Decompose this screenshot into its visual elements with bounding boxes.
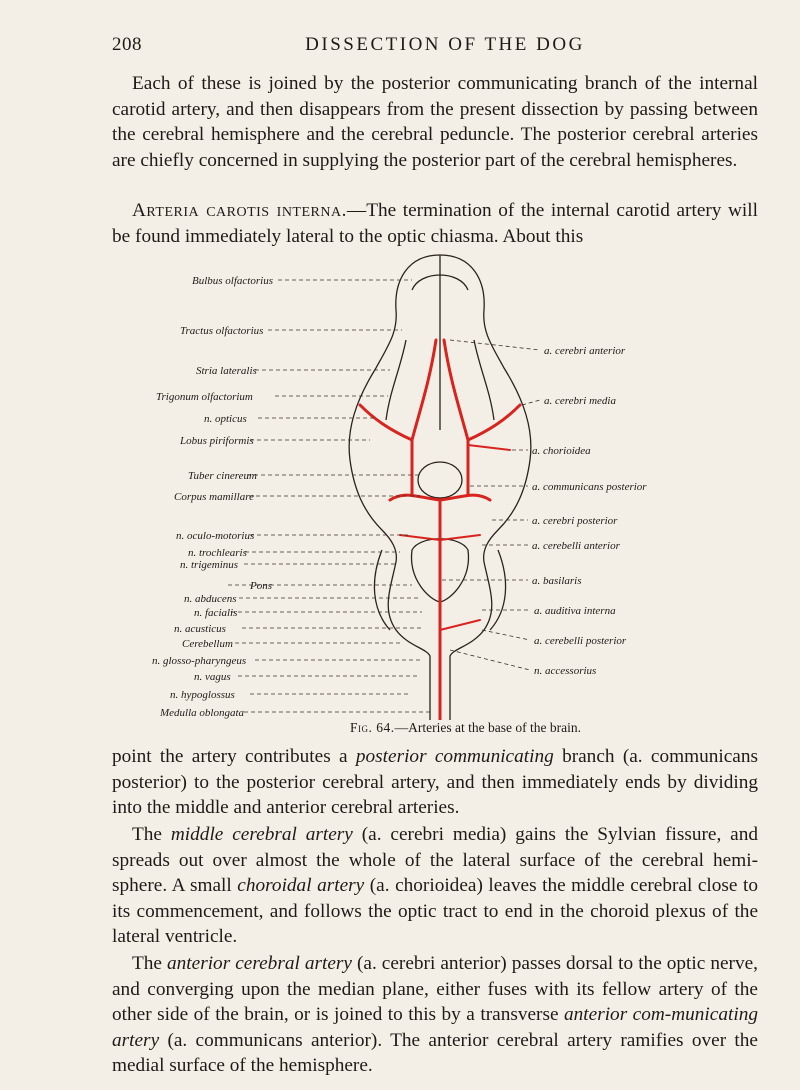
label-bulbus-olfactorius: Bulbus olfactorius <box>192 275 273 287</box>
running-title: DISSECTION OF THE DOG <box>305 34 585 55</box>
running-header <box>112 34 748 64</box>
section-heading: Arteria carotis interna. <box>132 200 347 221</box>
label-n-accessorius: n. accessorius <box>534 665 597 677</box>
label-n-abducens: n. abducens <box>184 593 237 605</box>
label-n-trigeminus: n. trigeminus <box>180 559 239 571</box>
label-a-auditiva-interna: a. auditiva interna <box>534 605 616 617</box>
a-cerebelli-posterior-vessel-right <box>440 620 480 630</box>
paragraph-3: point the artery contributes a posterior communicating branch (a. communicans posterior) to the posterior cerebral artery, and then immediately ends by dividing into the middle and anterior cerebral arteries. <box>112 746 759 819</box>
label-corpus-mamillare: Corpus mamillare <box>174 491 254 503</box>
page-number: 208 <box>112 34 142 55</box>
label-tractus-olfactorius: Tractus olfactorius <box>180 325 264 337</box>
a-cerebri-anterior-vessel-left <box>412 340 436 440</box>
a-cerebelli-anterior-vessel-right <box>440 535 480 540</box>
a-cerebri-posterior-vessel-right <box>440 495 490 500</box>
left-labels <box>152 275 273 719</box>
label-a-cerebelli-anterior: a. cerebelli anterior <box>532 540 620 552</box>
a-chorioidea-vessel-right <box>468 445 510 450</box>
label-a-chorioidea: a. chorioidea <box>532 445 591 457</box>
paragraph-5: The anterior cerebral artery (a. cerebri anterior) passes dorsal to the optic nerve, and converging upon the median plane, either fuses with its fellow artery of the other side of the brain, or is joined to this by a transverse anterior com-municating artery (a. communicans anterior). The anterior cerebral artery ramifies over the medial surface of the hemisphere. <box>112 953 758 1077</box>
paragraph-2-text: —The termination of the internal carotid artery will be found immediately lateral to the optic chiasma. About this <box>112 200 758 247</box>
label-a-cerebri-media: a. cerebri media <box>544 395 616 407</box>
figure-caption <box>350 720 581 736</box>
right-labels <box>532 345 647 677</box>
label-n-acusticus: n. acusticus <box>174 623 226 635</box>
a-cerebri-media-vessel-left <box>360 405 412 440</box>
label-a-cerebri-posterior: a. cerebri posterior <box>532 515 618 527</box>
right-leader-lines <box>442 340 540 670</box>
label-medulla-oblongata: Medulla oblongata <box>160 707 245 719</box>
paragraph-1: Each of these is joined by the posterior communicating branch of the internal carotid artery, and then disappears from the present dissection by passing between the cerebral hemisphere and the cerebral peduncle. The posterior cerebral arteries are chiefly concerned in supplying the posterior part of the cerebral hemispheres. <box>112 73 758 171</box>
label-stria-lateralis: Stria lateralis <box>196 365 257 377</box>
a-cerebelli-anterior-vessel-left <box>400 535 440 540</box>
label-n-facialis: n. facialis <box>194 607 238 619</box>
label-lobus-piriformis: Lobus piriformis <box>180 435 254 447</box>
label-a-cerebri-anterior: a. cerebri anterior <box>544 345 626 357</box>
label-cerebellum: Cerebellum <box>182 638 233 650</box>
paragraph-2 <box>112 198 758 249</box>
label-tuber-cinereum: Tuber cinereum <box>188 470 257 482</box>
label-n-vagus: n. vagus <box>194 671 231 683</box>
label-pons: Pons <box>250 580 272 592</box>
label-n-trochlearis: n. trochlearis <box>188 547 247 559</box>
label-a-communicans-posterior: a. communicans posterior <box>532 481 647 493</box>
brain-arteries-figure <box>150 250 730 720</box>
label-n-opticus: n. opticus <box>204 413 247 425</box>
label-n-hypoglossus: n. hypoglossus <box>170 689 235 701</box>
a-cerebri-media-vessel-right <box>468 405 520 440</box>
label-a-cerebelli-posterior: a. cerebelli posterior <box>534 635 627 647</box>
paragraph-4: The middle cerebral artery (a. cerebri media) gains the Sylvian fissure, and spreads out over almost the whole of the lateral surface of the cerebral hemi-sphere. A small choroidal artery (a. chorioidea) leaves the middle cerebral close to its commencement, and follows the optic tract to end in the choroid plexus of the lateral ventricle. <box>112 824 759 948</box>
a-cerebri-anterior-vessel-right <box>444 340 468 440</box>
left-leader-lines <box>228 280 430 712</box>
figure-label: Fig. 64. <box>350 720 395 735</box>
label-a-basilaris: a. basilaris <box>532 575 582 587</box>
label-n-glosso-pharyngeus: n. glosso-pharyngeus <box>152 655 247 667</box>
caption-text: —Arteries at the base of the brain. <box>394 720 581 735</box>
label-trigonum-olfactorium: Trigonum olfactorium <box>156 391 253 403</box>
label-n-oculo-motorius: n. oculo-motorius <box>176 530 255 542</box>
